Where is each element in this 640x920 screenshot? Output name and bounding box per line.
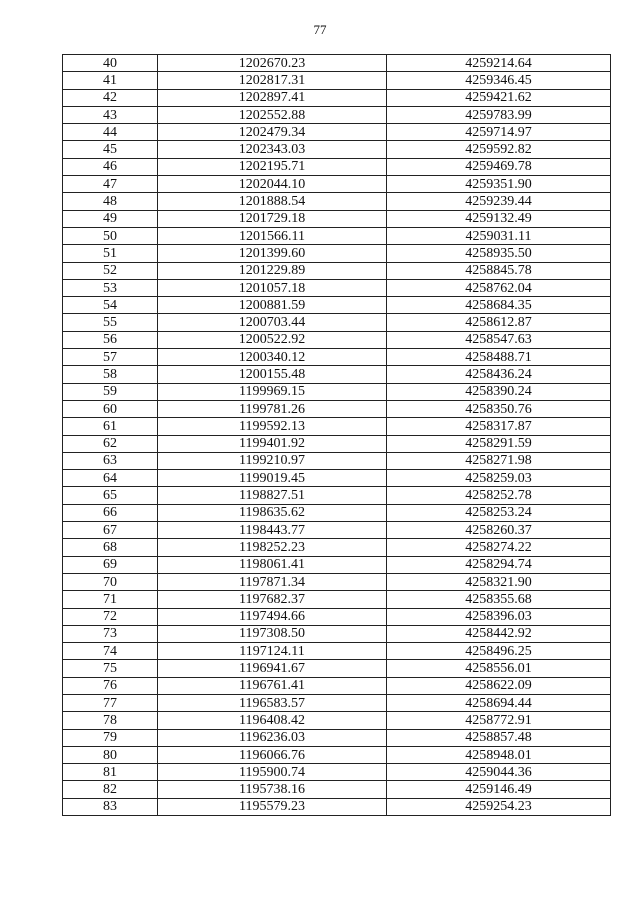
y-coordinate-cell: 4258396.03 xyxy=(387,608,611,625)
x-coordinate-cell: 1199401.92 xyxy=(158,435,387,452)
x-coordinate-cell: 1199969.15 xyxy=(158,383,387,400)
point-number-cell: 44 xyxy=(63,124,158,141)
point-number-cell: 59 xyxy=(63,383,158,400)
x-coordinate-cell: 1199019.45 xyxy=(158,470,387,487)
x-coordinate-cell: 1201729.18 xyxy=(158,210,387,227)
x-coordinate-cell: 1196941.67 xyxy=(158,660,387,677)
x-coordinate-cell: 1200881.59 xyxy=(158,297,387,314)
x-coordinate-cell: 1201399.60 xyxy=(158,245,387,262)
point-number-cell: 63 xyxy=(63,452,158,469)
x-coordinate-cell: 1199210.97 xyxy=(158,452,387,469)
point-number-cell: 79 xyxy=(63,729,158,746)
y-coordinate-cell: 4259592.82 xyxy=(387,141,611,158)
x-coordinate-cell: 1196236.03 xyxy=(158,729,387,746)
y-coordinate-cell: 4259031.11 xyxy=(387,227,611,244)
x-coordinate-cell: 1199781.26 xyxy=(158,400,387,417)
x-coordinate-cell: 1202897.41 xyxy=(158,89,387,106)
table-row xyxy=(63,349,611,366)
table-row xyxy=(63,314,611,331)
point-number-cell: 49 xyxy=(63,210,158,227)
point-number-cell: 71 xyxy=(63,591,158,608)
x-coordinate-cell: 1201229.89 xyxy=(158,262,387,279)
table-row xyxy=(63,798,611,815)
table-row xyxy=(63,227,611,244)
point-number-cell: 51 xyxy=(63,245,158,262)
x-coordinate-cell: 1198443.77 xyxy=(158,522,387,539)
x-coordinate-cell: 1199592.13 xyxy=(158,418,387,435)
y-coordinate-cell: 4258772.91 xyxy=(387,712,611,729)
table-row xyxy=(63,193,611,210)
y-coordinate-cell: 4258274.22 xyxy=(387,539,611,556)
table-row xyxy=(63,366,611,383)
table-row xyxy=(63,539,611,556)
x-coordinate-cell: 1201057.18 xyxy=(158,279,387,296)
table-row xyxy=(63,764,611,781)
y-coordinate-cell: 4258547.63 xyxy=(387,331,611,348)
y-coordinate-cell: 4258612.87 xyxy=(387,314,611,331)
point-number-cell: 52 xyxy=(63,262,158,279)
x-coordinate-cell: 1202479.34 xyxy=(158,124,387,141)
y-coordinate-cell: 4258684.35 xyxy=(387,297,611,314)
table-row xyxy=(63,487,611,504)
x-coordinate-cell: 1200703.44 xyxy=(158,314,387,331)
table-row xyxy=(63,746,611,763)
x-coordinate-cell: 1201566.11 xyxy=(158,227,387,244)
table-row xyxy=(63,470,611,487)
point-number-cell: 73 xyxy=(63,625,158,642)
table-row xyxy=(63,383,611,400)
point-number-cell: 82 xyxy=(63,781,158,798)
point-number-cell: 74 xyxy=(63,643,158,660)
point-number-cell: 64 xyxy=(63,470,158,487)
table-row xyxy=(63,418,611,435)
y-coordinate-cell: 4258321.90 xyxy=(387,573,611,590)
y-coordinate-cell: 4258355.68 xyxy=(387,591,611,608)
point-number-cell: 83 xyxy=(63,798,158,815)
y-coordinate-cell: 4258845.78 xyxy=(387,262,611,279)
table-row xyxy=(63,452,611,469)
x-coordinate-cell: 1200340.12 xyxy=(158,349,387,366)
x-coordinate-cell: 1198635.62 xyxy=(158,504,387,521)
point-number-cell: 81 xyxy=(63,764,158,781)
table-row xyxy=(63,331,611,348)
point-number-cell: 70 xyxy=(63,573,158,590)
table-row xyxy=(63,608,611,625)
x-coordinate-cell: 1195900.74 xyxy=(158,764,387,781)
y-coordinate-cell: 4259351.90 xyxy=(387,176,611,193)
table-row xyxy=(63,279,611,296)
table-row xyxy=(63,556,611,573)
y-coordinate-cell: 4258762.04 xyxy=(387,279,611,296)
x-coordinate-cell: 1197308.50 xyxy=(158,625,387,642)
point-number-cell: 55 xyxy=(63,314,158,331)
y-coordinate-cell: 4258935.50 xyxy=(387,245,611,262)
table-row xyxy=(63,729,611,746)
point-number-cell: 56 xyxy=(63,331,158,348)
x-coordinate-cell: 1197682.37 xyxy=(158,591,387,608)
y-coordinate-cell: 4259214.64 xyxy=(387,55,611,72)
y-coordinate-cell: 4259469.78 xyxy=(387,158,611,175)
y-coordinate-cell: 4258694.44 xyxy=(387,694,611,711)
y-coordinate-cell: 4259146.49 xyxy=(387,781,611,798)
y-coordinate-cell: 4258390.24 xyxy=(387,383,611,400)
y-coordinate-cell: 4258488.71 xyxy=(387,349,611,366)
y-coordinate-cell: 4259714.97 xyxy=(387,124,611,141)
table-row xyxy=(63,400,611,417)
y-coordinate-cell: 4259044.36 xyxy=(387,764,611,781)
table-row xyxy=(63,124,611,141)
point-number-cell: 76 xyxy=(63,677,158,694)
x-coordinate-cell: 1198252.23 xyxy=(158,539,387,556)
y-coordinate-cell: 4258350.76 xyxy=(387,400,611,417)
table-row xyxy=(63,262,611,279)
y-coordinate-cell: 4259239.44 xyxy=(387,193,611,210)
y-coordinate-cell: 4258253.24 xyxy=(387,504,611,521)
y-coordinate-cell: 4258436.24 xyxy=(387,366,611,383)
x-coordinate-cell: 1196761.41 xyxy=(158,677,387,694)
y-coordinate-cell: 4258259.03 xyxy=(387,470,611,487)
y-coordinate-cell: 4258317.87 xyxy=(387,418,611,435)
table-row xyxy=(63,625,611,642)
table-row xyxy=(63,591,611,608)
point-number-cell: 41 xyxy=(63,72,158,89)
table-row xyxy=(63,245,611,262)
coordinates-table xyxy=(62,54,611,816)
x-coordinate-cell: 1201888.54 xyxy=(158,193,387,210)
x-coordinate-cell: 1196408.42 xyxy=(158,712,387,729)
table-row xyxy=(63,522,611,539)
point-number-cell: 65 xyxy=(63,487,158,504)
y-coordinate-cell: 4258260.37 xyxy=(387,522,611,539)
x-coordinate-cell: 1196583.57 xyxy=(158,694,387,711)
y-coordinate-cell: 4259421.62 xyxy=(387,89,611,106)
x-coordinate-cell: 1198827.51 xyxy=(158,487,387,504)
point-number-cell: 40 xyxy=(63,55,158,72)
y-coordinate-cell: 4258271.98 xyxy=(387,452,611,469)
y-coordinate-cell: 4259254.23 xyxy=(387,798,611,815)
y-coordinate-cell: 4259132.49 xyxy=(387,210,611,227)
point-number-cell: 68 xyxy=(63,539,158,556)
point-number-cell: 50 xyxy=(63,227,158,244)
y-coordinate-cell: 4258252.78 xyxy=(387,487,611,504)
y-coordinate-cell: 4258948.01 xyxy=(387,746,611,763)
table-row xyxy=(63,297,611,314)
table-row xyxy=(63,573,611,590)
point-number-cell: 66 xyxy=(63,504,158,521)
point-number-cell: 58 xyxy=(63,366,158,383)
table-row xyxy=(63,677,611,694)
point-number-cell: 67 xyxy=(63,522,158,539)
x-coordinate-cell: 1202195.71 xyxy=(158,158,387,175)
point-number-cell: 42 xyxy=(63,89,158,106)
table-row xyxy=(63,158,611,175)
y-coordinate-cell: 4258442.92 xyxy=(387,625,611,642)
x-coordinate-cell: 1202343.03 xyxy=(158,141,387,158)
y-coordinate-cell: 4258622.09 xyxy=(387,677,611,694)
table-row xyxy=(63,210,611,227)
x-coordinate-cell: 1196066.76 xyxy=(158,746,387,763)
point-number-cell: 62 xyxy=(63,435,158,452)
point-number-cell: 69 xyxy=(63,556,158,573)
point-number-cell: 72 xyxy=(63,608,158,625)
point-number-cell: 54 xyxy=(63,297,158,314)
point-number-cell: 60 xyxy=(63,400,158,417)
x-coordinate-cell: 1195738.16 xyxy=(158,781,387,798)
coordinates-table-body xyxy=(63,55,611,816)
table-row xyxy=(63,72,611,89)
x-coordinate-cell: 1197871.34 xyxy=(158,573,387,590)
point-number-cell: 53 xyxy=(63,279,158,296)
point-number-cell: 47 xyxy=(63,176,158,193)
x-coordinate-cell: 1202552.88 xyxy=(158,106,387,123)
page-number: 77 xyxy=(313,22,327,37)
table-row xyxy=(63,435,611,452)
table-row xyxy=(63,660,611,677)
x-coordinate-cell: 1197494.66 xyxy=(158,608,387,625)
point-number-cell: 61 xyxy=(63,418,158,435)
point-number-cell: 48 xyxy=(63,193,158,210)
x-coordinate-cell: 1202817.31 xyxy=(158,72,387,89)
y-coordinate-cell: 4258556.01 xyxy=(387,660,611,677)
x-coordinate-cell: 1202670.23 xyxy=(158,55,387,72)
y-coordinate-cell: 4259783.99 xyxy=(387,106,611,123)
x-coordinate-cell: 1195579.23 xyxy=(158,798,387,815)
table-row xyxy=(63,106,611,123)
table-row xyxy=(63,712,611,729)
table-row xyxy=(63,55,611,72)
point-number-cell: 43 xyxy=(63,106,158,123)
table-row xyxy=(63,504,611,521)
point-number-cell: 45 xyxy=(63,141,158,158)
point-number-cell: 78 xyxy=(63,712,158,729)
table-row xyxy=(63,89,611,106)
y-coordinate-cell: 4259346.45 xyxy=(387,72,611,89)
y-coordinate-cell: 4258496.25 xyxy=(387,643,611,660)
y-coordinate-cell: 4258857.48 xyxy=(387,729,611,746)
table-row xyxy=(63,643,611,660)
table-row xyxy=(63,694,611,711)
point-number-cell: 46 xyxy=(63,158,158,175)
point-number-cell: 75 xyxy=(63,660,158,677)
x-coordinate-cell: 1198061.41 xyxy=(158,556,387,573)
y-coordinate-cell: 4258294.74 xyxy=(387,556,611,573)
y-coordinate-cell: 4258291.59 xyxy=(387,435,611,452)
point-number-cell: 57 xyxy=(63,349,158,366)
table-row xyxy=(63,781,611,798)
x-coordinate-cell: 1197124.11 xyxy=(158,643,387,660)
x-coordinate-cell: 1200155.48 xyxy=(158,366,387,383)
table-row xyxy=(63,141,611,158)
point-number-cell: 77 xyxy=(63,694,158,711)
x-coordinate-cell: 1200522.92 xyxy=(158,331,387,348)
point-number-cell: 80 xyxy=(63,746,158,763)
table-row xyxy=(63,176,611,193)
x-coordinate-cell: 1202044.10 xyxy=(158,176,387,193)
